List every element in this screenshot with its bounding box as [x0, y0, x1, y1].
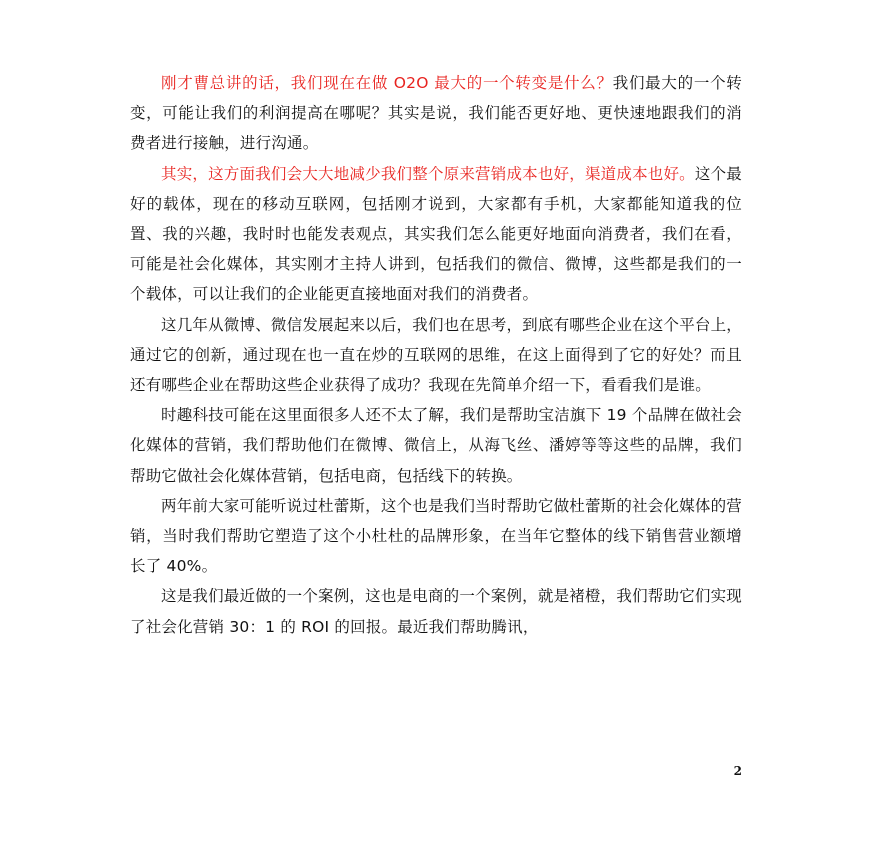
document-body	[130, 68, 742, 642]
paragraph-5	[130, 491, 742, 582]
paragraph-text: 时趣科技可能在这里面很多人还不太了解，我们是帮助宝洁旗下 19 个品牌在做社会化媒体的营销，我们帮助他们在微博、微信上，从海飞丝、潘婷等等这些的品牌，我们帮助它做社会化媒体营销，包括电商，包括线下的转换。	[130, 406, 742, 485]
paragraph-text: 这个最好的载体，现在的移动互联网，包括刚才说到，大家都有手机，大家都能知道我的位置、我的兴趣，我时时也能发表观点，其实我们怎么能更好地面向消费者，我们在看，可能是社会化媒体，其实刚才主持人讲到，包括我们的微信、微博，这些都是我们的一个载体，可以让我们的企业能更直接地面对我们的消费者。	[130, 164, 742, 304]
paragraph-1	[130, 68, 742, 159]
paragraph-text: 这几年从微博、微信发展起来以后，我们也在思考，到底有哪些企业在这个平台上，通过它的创新，通过现在也一直在炒的互联网的思维，在这上面得到了它的好处？而且还有哪些企业在帮助这些企业获得了成功？我现在先简单介绍一下，看看我们是谁。	[130, 315, 742, 395]
paragraph-4	[130, 400, 742, 491]
paragraph-text: 我们最大的一个转变，可能让我们的利润提高在哪呢？其实是说，我们能否更好地、更快速地跟我们的消费者进行接触，进行沟通。	[130, 74, 742, 153]
paragraph-text: 这是我们最近做的一个案例，这也是电商的一个案例，就是褚橙，我们帮助它们实现了社会化营销 30：1 的 ROI 的回报。最近我们帮助腾讯，	[130, 587, 742, 636]
paragraph-2	[130, 159, 742, 310]
paragraph-text: 两年前大家可能听说过杜蕾斯，这个也是我们当时帮助它做杜蕾斯的社会化媒体的营销，当时我们帮助它塑造了这个小杜杜的品牌形象，在当年它整体的线下销售营业额增长了 40%。	[130, 496, 742, 576]
paragraph-3	[130, 310, 742, 401]
highlighted-text: 其实，这方面我们会大大地减少我们整个原来营销成本也好，渠道成本也好。	[161, 164, 695, 183]
paragraph-6	[130, 581, 742, 641]
page-number: 2	[733, 764, 742, 778]
highlighted-text: 刚才曹总讲的话，我们现在在做 O2O 最大的一个转变是什么？	[161, 74, 613, 92]
